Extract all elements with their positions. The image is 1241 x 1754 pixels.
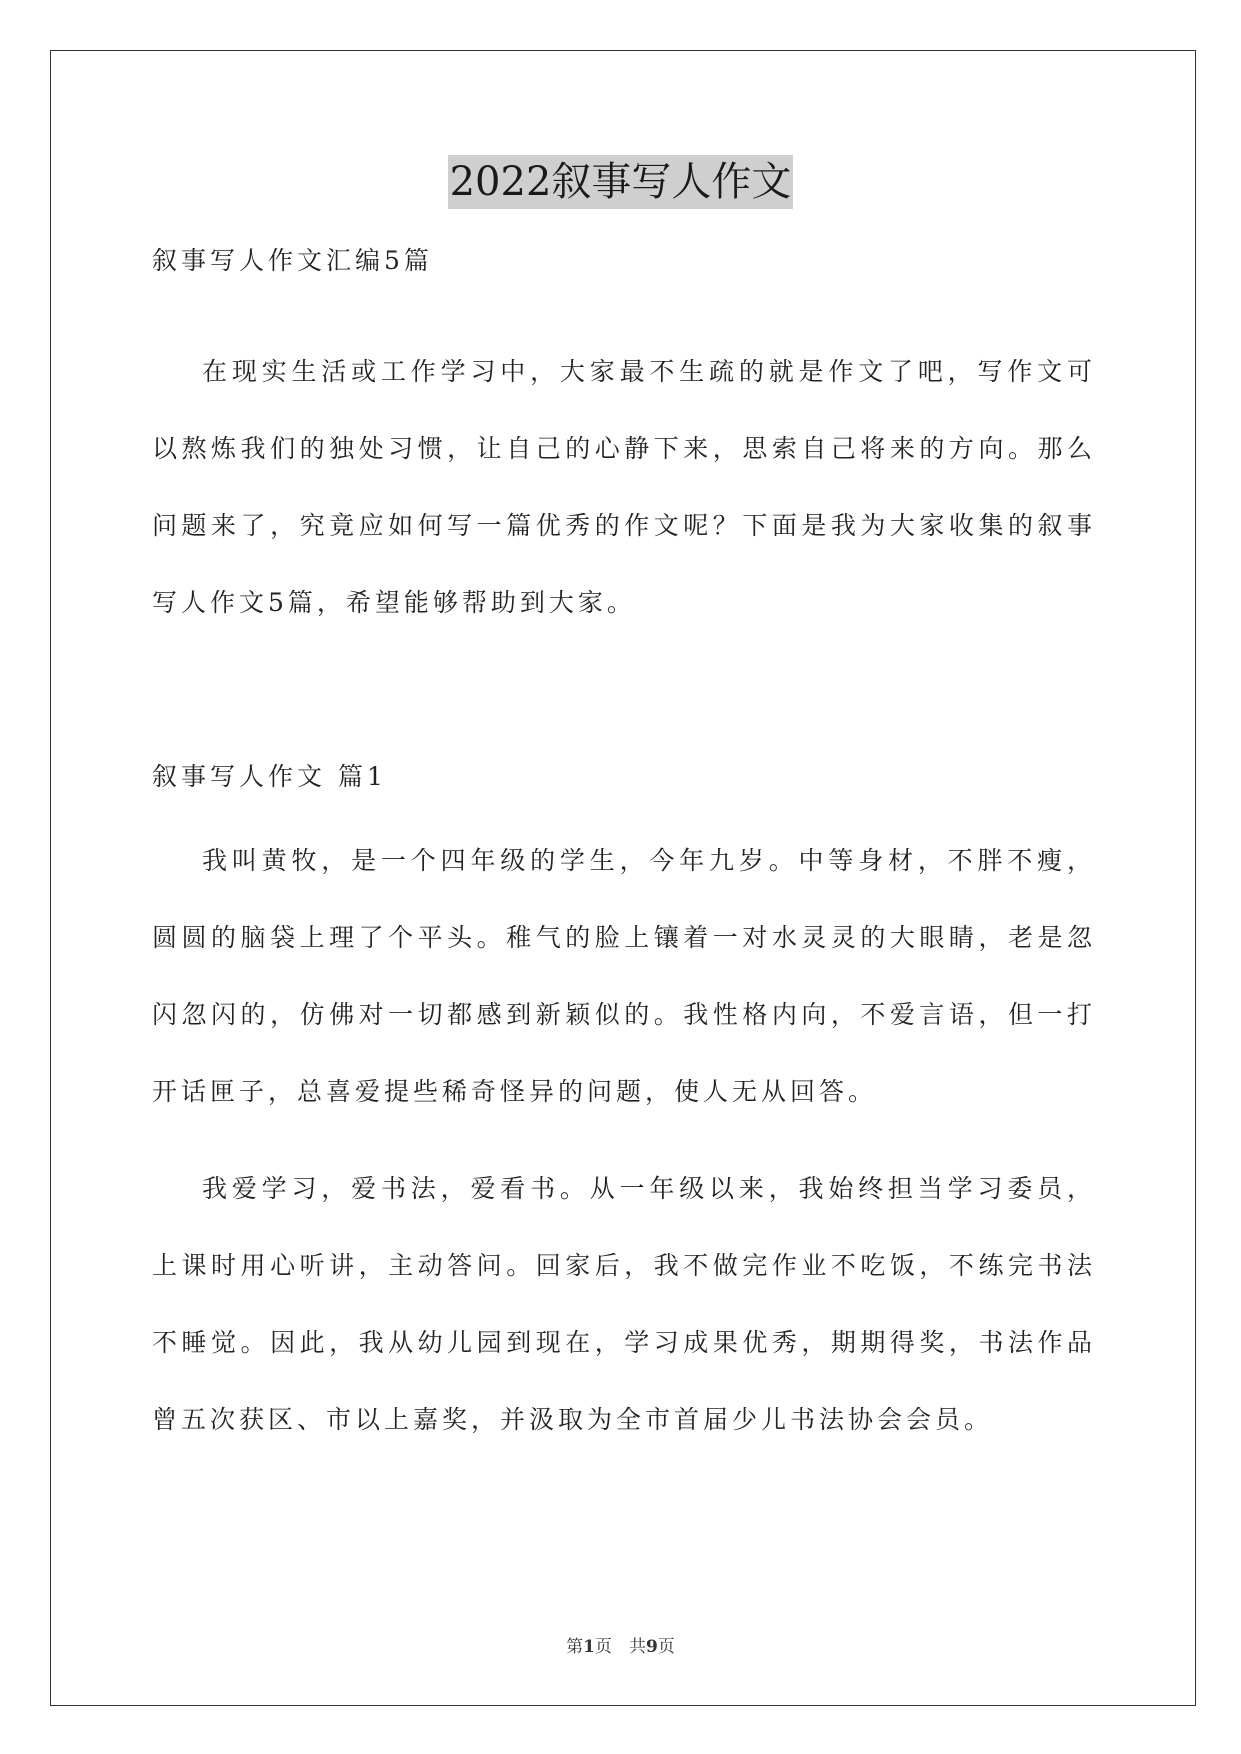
footer-total-pages: 9	[646, 1637, 658, 1657]
title-container	[0, 155, 1241, 209]
body-paragraph: 我叫黄牧，是一个四年级的学生，今年九岁。中等身材，不胖不瘦，圆圆的脑袋上理了个平头。稚气的脸上镶着一对水灵灵的大眼睛，老是忽闪忽闪的，仿佛对一切都感到新颖似的。我性格内向，不爱言语，但一打开话匣子，总喜爱提些稀奇怪异的问题，使人无从回答。	[152, 846, 1096, 1106]
page-footer	[0, 1632, 1241, 1657]
footer-page-number: 1	[583, 1637, 595, 1657]
body-paragraph: 我爱学习，爱书法，爱看书。从一年级以来，我始终担当学习委员，上课时用心听讲，主动答问。回家后，我不做完作业不吃饭，不练完书法不睡觉。因此，我从幼儿园到现在，学习成果优秀，期期得奖，书法作品曾五次获区、市以上嘉奖，并汲取为全市首届少儿书法协会会员。	[152, 1174, 1096, 1434]
document-title: 2022叙事写人作文	[448, 155, 794, 209]
footer-page-suffix: 页	[657, 1637, 675, 1657]
footer-page-prefix: 第	[566, 1637, 584, 1657]
section-heading: 叙事写人作文 篇1	[152, 762, 387, 791]
document-subtitle: 叙事写人作文汇编5篇	[152, 246, 433, 275]
footer-page-mid: 页 共	[595, 1637, 646, 1657]
intro-paragraph: 在现实生活或工作学习中，大家最不生疏的就是作文了吧，写作文可以熬炼我们的独处习惯，让自己的心静下来，思索自己将来的方向。那么问题来了，究竟应如何写一篇优秀的作文呢？下面是我为大家收集的叙事写人作文5篇，希望能够帮助到大家。	[152, 357, 1096, 617]
